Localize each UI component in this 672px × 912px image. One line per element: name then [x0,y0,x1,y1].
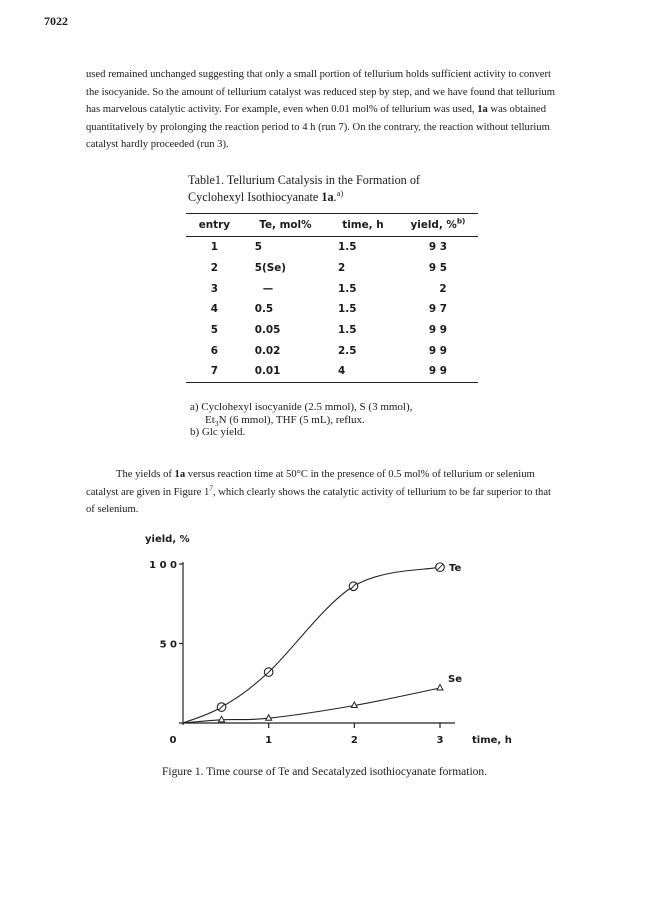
footnote-marker: a) [336,187,344,198]
paragraph-line: catalyst hardly proceeded (run 3). [86,139,229,151]
text-run: . [333,190,337,204]
compound-label: 1a [321,190,334,204]
x-tick-label: 3 [436,735,444,746]
cell-entry: 6 [210,344,218,357]
table-row [186,299,478,320]
cell-te: 5(Se) [254,262,286,275]
cell-time: 1.5 [338,324,357,337]
text-run: was obtained [487,104,547,116]
cell-time: 1.5 [338,282,357,295]
cell-yield: 9 9 [428,365,447,378]
y-axis-label: yield, % [145,534,190,545]
paragraph-line: used remained unchanged suggesting that only a small portion of tellurium holds sufficient activity to convert [86,69,551,80]
footnote-a: a) Cyclohexyl isocyanide (2.5 mmol), S (3 mmol), [190,401,413,413]
figure-caption: Figure 1. Time course of Te and Secatalyzed isothiocyanate formation. [162,766,488,778]
y-tick-label: 1 0 0 [149,560,177,571]
table-footnotes [190,401,412,439]
x-axis-label: time, h [472,735,512,746]
table-header-row [186,214,478,237]
x-tick-label: 1 [265,735,273,746]
header-yield [398,214,478,237]
header-te: Te, mol% [259,219,312,231]
header-entry: entry [198,219,231,231]
cell-time: 4 [338,365,346,378]
cell-yield: 9 3 [428,241,447,254]
table-row [186,278,478,299]
cell-entry: 7 [210,365,218,378]
chart-labels [145,534,512,746]
header-yield-label: yield, % [410,219,457,231]
cell-te: 0.01 [254,365,281,378]
paragraph-line: of selenium. [86,504,139,516]
cell-te: 0.5 [254,303,274,316]
cell-te: 0.05 [254,324,281,337]
x-tick-label: 2 [350,735,358,746]
compound-label: 1a [477,104,488,116]
cell-time: 2 [338,262,346,275]
page-number: 7022 [44,14,68,28]
footnote-a-continued [190,414,412,427]
cell-yield: 9 7 [428,303,447,316]
cell-entry: 3 [210,282,218,295]
te-series-label: Te [449,563,462,575]
table-row [186,320,478,341]
table-row [186,258,478,279]
text-run: catalyst are given in Figure 1 [86,486,210,498]
cell-entry: 5 [210,324,218,337]
cell-entry: 4 [210,303,218,316]
y-tick-label: 5 0 [159,639,177,651]
cell-te: 5 [254,241,262,254]
table-row [186,361,478,382]
paragraph-1 [86,66,606,154]
text-run: versus reaction time at 50°C in the presence of 0.5 mol% of tellurium or selenium [185,469,535,480]
se-data-point [437,685,443,691]
se-series-label: Se [448,674,462,686]
te-series-line [183,567,440,723]
cell-yield: 9 9 [428,324,447,337]
compound-label: 1a [174,469,186,480]
table-title-line [188,189,420,206]
header-time: time, h [342,219,384,231]
table-title-line: Table1. Tellurium Catalysis in the Formation of [188,173,420,187]
table-row [186,340,478,361]
cell-yield: 9 9 [428,344,447,357]
cell-te: 0.02 [254,344,281,357]
paragraph-2 [86,466,606,519]
cell-time: 1.5 [338,241,357,254]
cell-yield: 2 [439,282,447,295]
table-title [188,172,420,206]
cell-entry: 2 [210,262,218,275]
yield-chart [0,530,672,760]
x-tick-label: 0 [169,735,177,746]
cell-time: 2.5 [338,344,357,357]
paragraph-line: quantitatively by prolonging the reaction period to 4 h (run 7). On the contrary, the reaction without tellurium [86,121,550,133]
cell-entry: 1 [210,241,218,254]
text-run: Cyclohexyl Isothiocyanate [188,190,322,204]
text-run: The yields of [116,469,175,480]
table-row [186,237,478,258]
text-run: , which clearly shows the catalytic activity of tellurium to be far superior to that [212,486,551,498]
cell-time: 1.5 [338,303,357,316]
subscript: 3 [214,418,219,428]
text-run: has marvelous catalytic activity. For example, even when 0.01 mol% of tellurium was used, [86,104,478,116]
reference-marker: 7 [209,483,213,493]
text-run: Et [205,413,215,426]
footnote-marker: b) [456,216,466,226]
paragraph-line [86,101,606,119]
paragraph-line: the isocyanide. So the amount of tellurium catalyst was reduced step by step, and we have found that tellurium [86,86,555,98]
paragraph-line [86,466,606,484]
paragraph-line [86,484,606,502]
data-table [186,213,478,383]
cell-yield: 9 5 [428,262,447,275]
cell-te: — [262,282,274,295]
footnote-b: b) Glc yield. [190,426,246,438]
chart-series [183,563,444,723]
se-data-point [219,716,225,722]
text-run: N (6 mmol), THF (5 mL), reflux. [218,413,365,426]
